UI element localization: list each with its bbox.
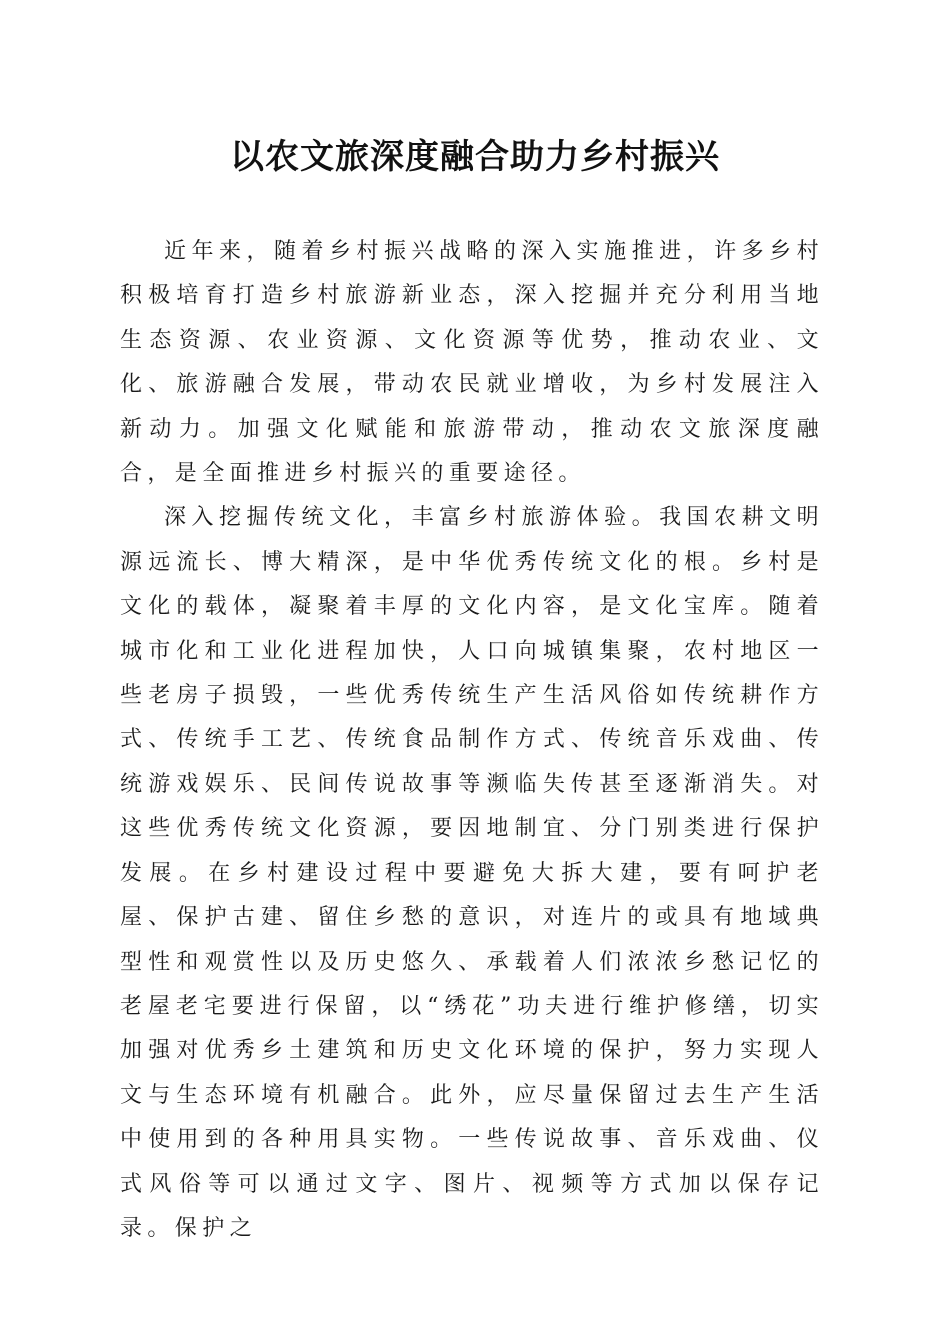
document-title: 以农文旅深度融合助力乡村振兴	[230, 137, 720, 177]
paragraph-intro: 近年来，随着乡村振兴战略的深入实施推进，许多乡村积极培育打造乡村旅游新业态，深入挖掘并充分利用当地生态资源、农业资源、文化资源等优势，推动农业、文化、旅游融合发展，带动农民就业增收，为乡村发展注入新动力。加强文化赋能和旅游带动，推动农文旅深度融合，是全面推进乡村振兴的重要途径。	[120, 239, 824, 487]
document-body	[120, 230, 824, 1251]
paragraph-traditional-culture: 深入挖掘传统文化，丰富乡村旅游体验。我国农耕文明源远流长、博大精深，是中华优秀传统文化的根。乡村是文化的载体，凝聚着丰厚的文化内容，是文化宝库。随着城市化和工业化进程加快，人口向城镇集聚，农村地区一些老房子损毁，一些优秀传统生产生活风俗如传统耕作方式、传统手工艺、传统食品制作方式、传统音乐戏曲、传统游戏娱乐、民间传说故事等濒临失传甚至逐渐消失。对这些优秀传统文化资源，要因地制宜、分门别类进行保护发展。在乡村建设过程中要避免大拆大建，要有呵护老屋、保护古建、留住乡愁的意识，对连片的或具有地域典型性和观赏性以及历史悠久、承载着人们浓浓乡愁记忆的老屋老宅要进行保留，以“绣花”功夫进行维护修缮，切实加强对优秀乡土建筑和历史文化环境的保护，努力实现人文与生态环境有机融合。此外，应尽量保留过去生产生活中使用到的各种用具实物。一些传说故事、音乐戏曲、仪式风俗等可以通过文字、图片、视频等方式加以保存记录。保护之	[120, 505, 824, 1241]
